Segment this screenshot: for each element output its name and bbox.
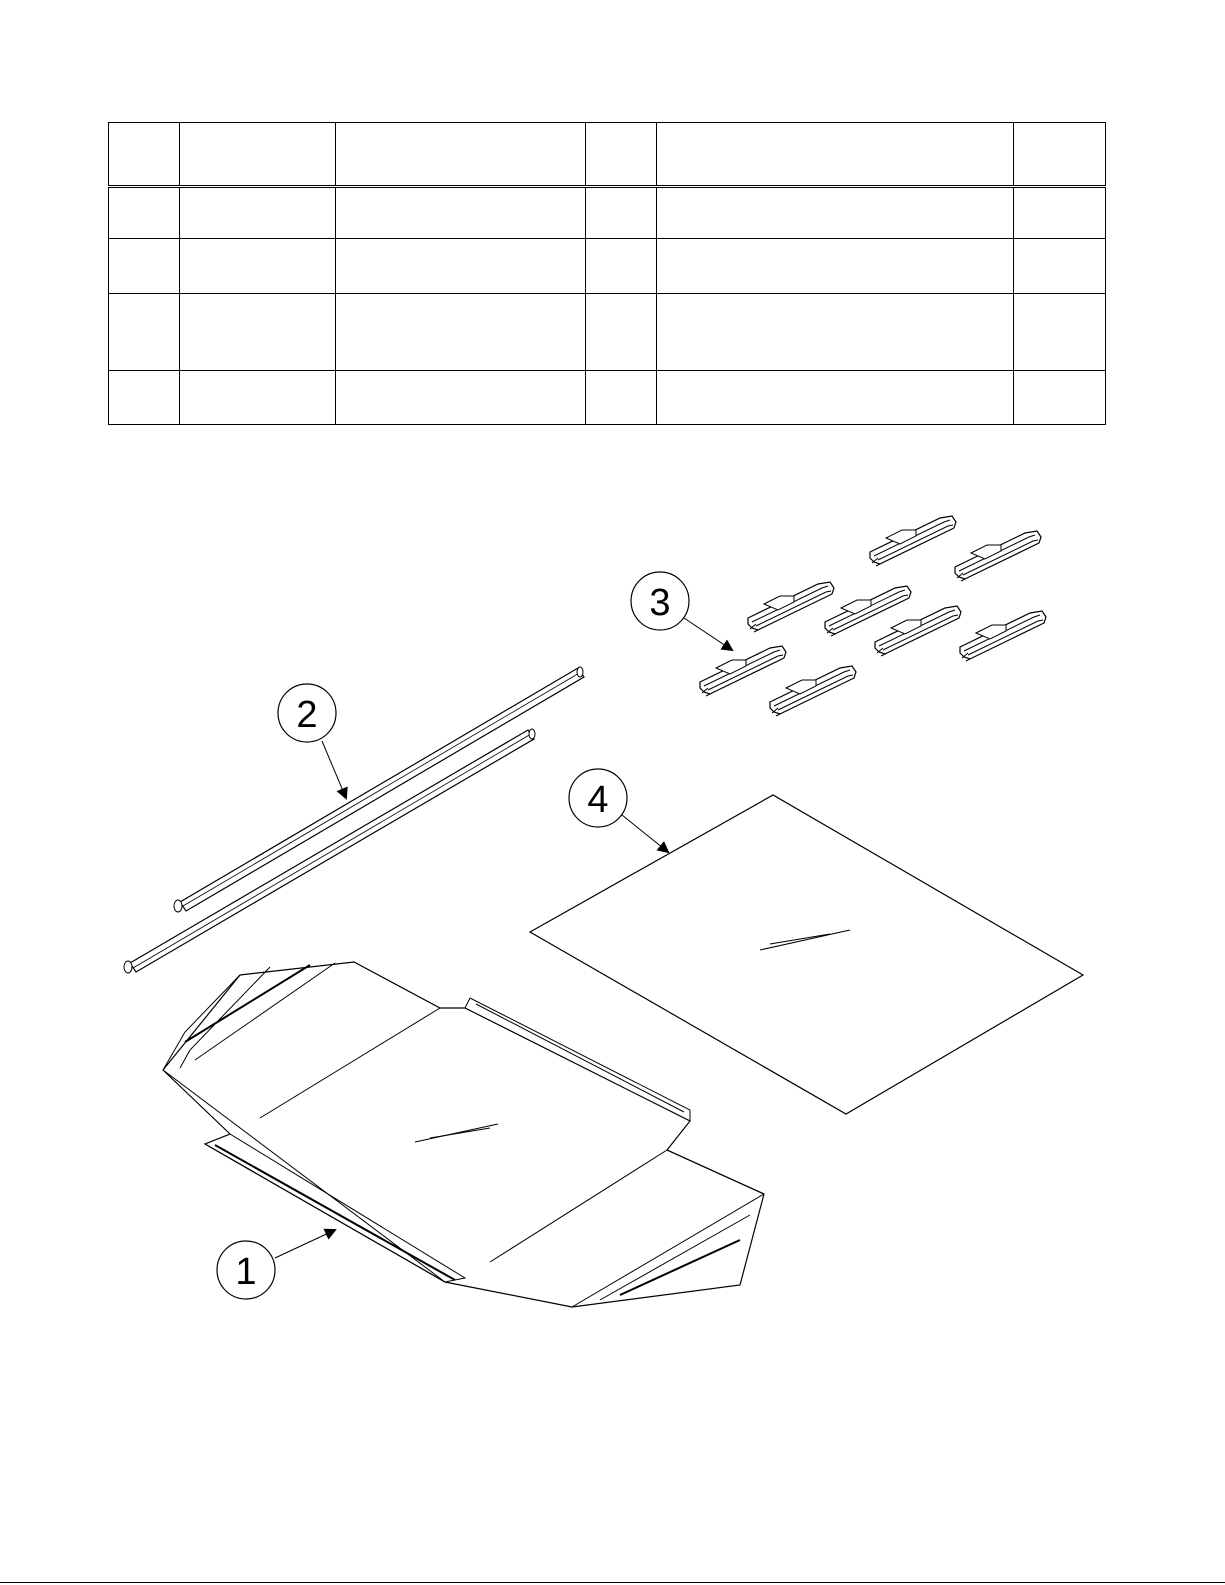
callout-3-label: 3 <box>649 582 671 624</box>
bottom-rule <box>0 1582 1225 1583</box>
callout-4 <box>569 769 668 852</box>
callout-2-label: 2 <box>296 694 318 736</box>
part-2-rods <box>124 667 584 973</box>
callout-4-label: 4 <box>587 779 609 821</box>
callout-2 <box>278 684 346 798</box>
callout-3 <box>631 572 732 650</box>
part-3-clips <box>700 516 1046 716</box>
part-4-flat-sheet <box>530 795 1083 1114</box>
callout-1-label: 1 <box>235 1251 257 1293</box>
callout-1 <box>217 1230 335 1299</box>
